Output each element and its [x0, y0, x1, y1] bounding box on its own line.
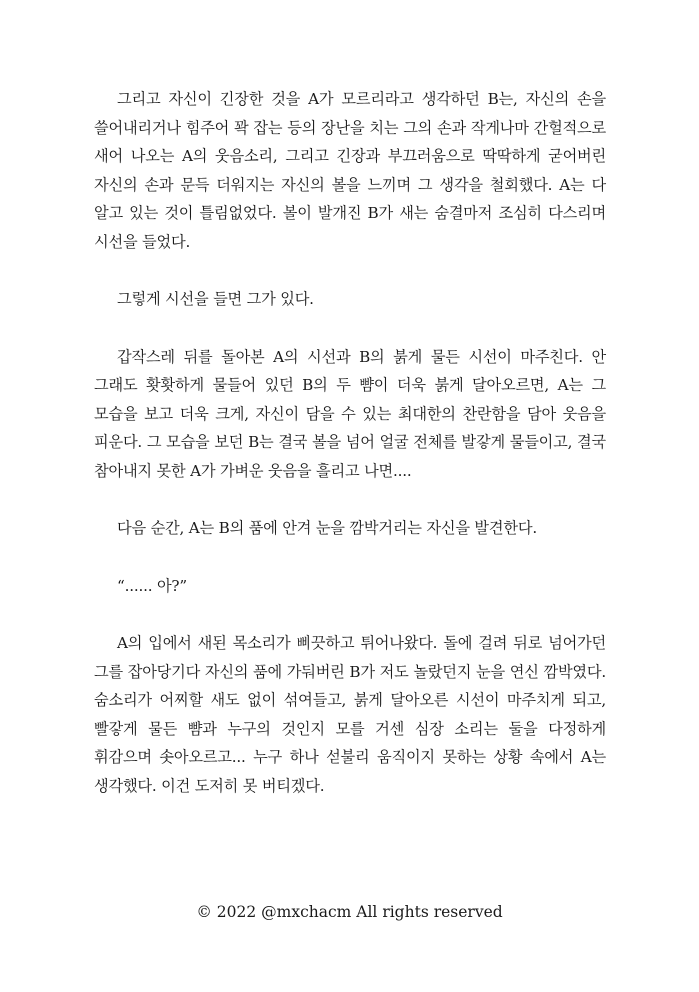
document-body	[94, 85, 606, 800]
paragraph-1: 그리고 자신이 긴장한 것을 A가 모르리라고 생각하던 B는, 자신의 손을 쓸어내리거나 힘주어 꽉 잡는 등의 장난을 치는 그의 손과 작게나마 간헐적으로 새어 나오는 A의 웃음소리, 그리고 긴장과 부끄러움으로 딱딱하게 굳어버린 자신의 손과 문득 더워지는 자신의 볼을 느끼며 그 생각을 철회했다. A는 다 알고 있는 것이 틀림없었다. 볼이 발개진 B가 새는 숨결마저 조심히 다스리며 시선을 들었다.	[94, 90, 606, 251]
paragraph-5-dialogue: “...... 아?”	[117, 576, 187, 595]
paragraph-4: 다음 순간, A는 B의 품에 안겨 눈을 깜박거리는 자신을 발견한다.	[117, 519, 537, 537]
paragraph-gap	[94, 314, 606, 343]
paragraph-3: 갑작스레 뒤를 돌아본 A의 시선과 B의 붉게 물든 시선이 마주친다. 안 그래도 홧홧하게 물들어 있던 B의 두 뺨이 더욱 붉게 달아오르면, A는 그 모습을 보고 더욱 크게, 자신이 담을 수 있는 최대한의 찬란함을 담아 웃음을 피운다. 그 모습을 보던 B는 결국 볼을 넘어 얼굴 전체를 발갛게 물들이고, 결국 참아내지 못한 A가 가벼운 웃음을 흘리고 나면....	[94, 347, 606, 480]
paragraph-gap	[94, 485, 606, 514]
paragraph-2: 그렇게 시선을 들면 그가 있다.	[117, 290, 314, 308]
paragraph-gap	[94, 543, 606, 572]
paragraph-gap	[94, 600, 606, 629]
copyright-footer: © 2022 @mxchacm All rights reserved	[196, 903, 503, 921]
paragraph-6: A의 입에서 새된 목소리가 삐끗하고 튀어나왔다. 돌에 걸려 뒤로 넘어가던 그를 잡아당기다 자신의 품에 가둬버린 B가 저도 놀랐던지 눈을 연신 깜박였다. 숨소리가 어찌할 새도 없이 섞여들고, 붉게 달아오른 시선이 마주치게 되고, 빨갛게 물든 뺨과 누구의 것인지 모를 거센 심장 소리는 둘을 다정하게 휘감으며 솟아오르고... 누구 하나 섣불리 움직이지 못하는 상황 속에서 A는 생각했다. 이건 도저히 못 버티겠다.	[94, 634, 606, 795]
paragraph-gap	[94, 256, 606, 285]
